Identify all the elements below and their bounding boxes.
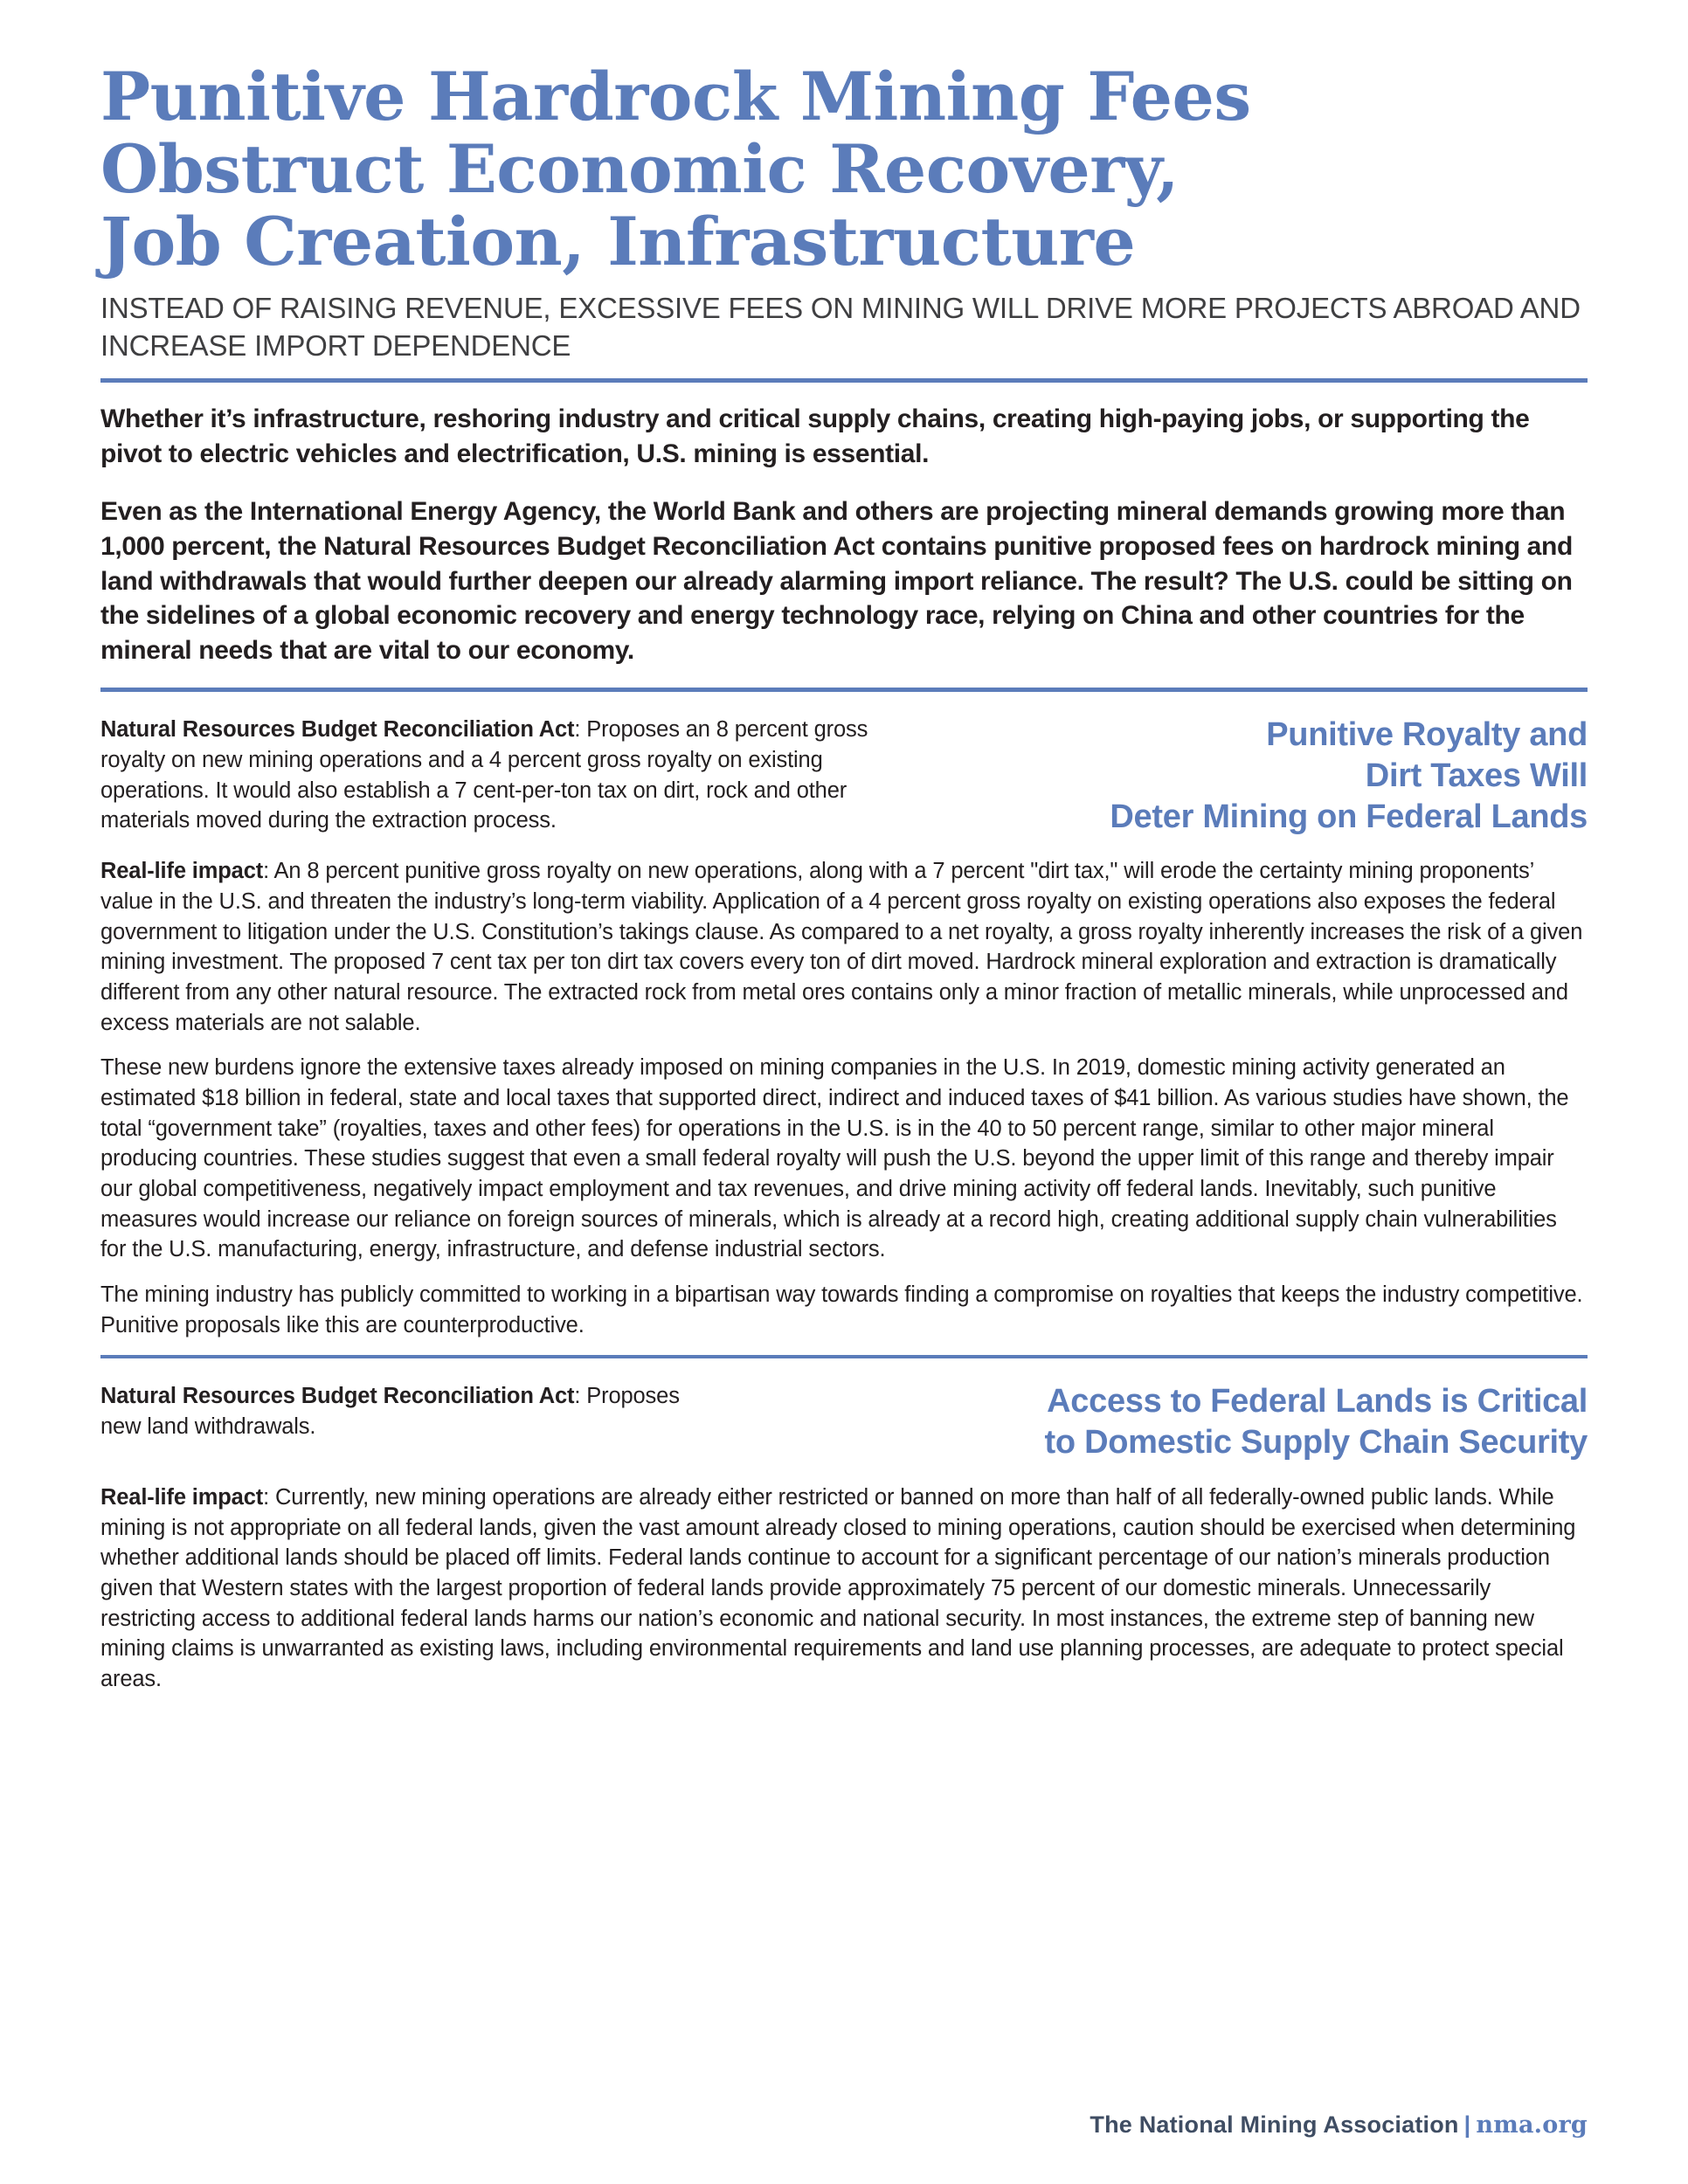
section-1-body — [100, 856, 1588, 1340]
section-1-impact-label: Real-life impact — [100, 859, 264, 884]
footer-organization: The National Mining Association — [1090, 2111, 1459, 2138]
lead-paragraph-2: Even as the International Energy Agency, the World Bank and others are projecting mineral demands growing more than 1,000 percent, the Natural Resources Budget Reconciliation Act contains punitive proposed fees on hardrock mining and land withdrawals that would further deepen our already alarming import reliance. The result? The U.S. could be sitting on the sidelines of a global economic recovery and energy technology race, relying on China and other countries for the mineral needs that are vital to our economy. — [100, 496, 1573, 666]
section-1-heading-line-3: Deter Mining on Federal Lands — [1110, 798, 1588, 835]
section-1-intro-text: : Proposes an 8 percent gross royalty on new mining operations and a 4 percent gross royalty on existing operations. It would also establish a 7 cent-per-ton tax on dirt, rock and other materials moved during the extraction process. — [100, 717, 868, 833]
section-1-intro — [100, 715, 918, 836]
section-2-heading-line-1: Access to Federal Lands is Critical — [1047, 1383, 1588, 1420]
section-1-intro-label: Natural Resources Budget Reconciliation Act — [100, 717, 575, 743]
section-royalty — [100, 715, 1588, 1340]
section-2-intro-label: Natural Resources Budget Reconciliation Act — [100, 1384, 575, 1409]
title-line-2: Obstruct Economic Recovery, — [100, 129, 1180, 208]
section-1-paragraph-2: These new burdens ignore the extensive taxes already imposed on mining companies in the U.S. In 2019, domestic mining activity generated an estimated $18 billion in federal, state and local taxes that supported direct, indirect and induced taxes of $41 billion. As various studies have shown, the total “government take” (royalties, taxes and other fees) for operations in the U.S. is in the 40 to 50 percent range, similar to other major mineral producing countries. These studies suggest that even a small federal royalty will push the U.S. beyond the upper limit of this range and thereby impair our global competitiveness, negatively impact employment and tax revenues, and drive mining activity off federal lands. Inevitably, such punitive measures would increase our reliance on foreign sources of minerals, which is already at a record high, creating additional supply chain vulnerabilities for the U.S. manufacturing, energy, infrastructure, and defense industrial sectors. — [100, 1055, 1569, 1262]
section-1-paragraph-3: The mining industry has publicly committed to working in a bipartisan way towards finding a compromise on royalties that keeps the industry competitive. Punitive proposals like this are counterproductive. — [100, 1282, 1583, 1337]
section-2-impact-label: Real-life impact — [100, 1484, 264, 1510]
section-1-heading-line-1: Punitive Royalty and — [1266, 716, 1588, 754]
section-2-intro — [100, 1381, 725, 1441]
section-1-heading-wrap — [918, 715, 1588, 837]
section-2-body — [100, 1482, 1588, 1695]
section-2-paragraph-1 — [100, 1482, 1588, 1695]
page-subtitle: INSTEAD OF RAISING REVENUE, EXCESSIVE FEES ON MINING WILL DRIVE MORE PROJECTS ABROAD AND INCREASE IMPORT DEPENDENCE — [100, 292, 1581, 362]
section-federal-lands — [100, 1381, 1588, 1694]
footer — [1090, 2111, 1588, 2139]
footer-separator: | — [1463, 2111, 1471, 2138]
divider-top — [100, 378, 1588, 383]
page-title — [100, 58, 1588, 280]
section-1-heading-line-2: Dirt Taxes Will — [1365, 757, 1588, 794]
section-1-impact-text: : An 8 percent punitive gross royalty on new operations, along with a 7 percent "dirt tax," will erode the certainty mining proponents’ value in the U.S. and threaten the industry’s long-term viability. Application of a 4 percent gross royalty on existing operations also exposes the federal government to litigation under the U.S. Constitution’s takings clause. As compared to a net royalty, a gross royalty inherently increases the risk of a given mining investment. The proposed 7 cent tax per ton dirt tax covers every ton of dirt moved. Hardrock mineral exploration and extraction is dramatically different from any other natural resource. The extracted rock from metal ores contains only a minor fraction of metallic minerals, while unprocessed and excess materials are not salable. — [100, 859, 1583, 1035]
section-1-head — [100, 715, 1588, 837]
title-line-1: Punitive Hardrock Mining Fees — [100, 58, 1251, 135]
title-line-3: Job Creation, Infrastructure — [100, 202, 1136, 280]
section-2-head — [100, 1381, 1588, 1462]
section-1-heading — [918, 715, 1588, 837]
lead-paragraph-1: Whether it’s infrastructure, reshoring industry and critical supply chains, creating high-paying jobs, or supporting the pivot to electric vehicles and electrification, U.S. mining is essential. — [100, 404, 1530, 468]
section-2-heading-line-2: to Domestic Supply Chain Security — [1044, 1424, 1588, 1462]
section-2-heading-wrap — [725, 1381, 1588, 1462]
section-2-heading — [725, 1381, 1588, 1462]
section-1-paragraph-1 — [100, 856, 1588, 1038]
divider-section-1 — [100, 688, 1588, 692]
footer-website[interactable]: nma.org — [1476, 2111, 1588, 2139]
divider-section-2 — [100, 1355, 1588, 1358]
section-2-intro-text: : Proposes new land withdrawals. — [100, 1384, 680, 1440]
section-2-impact-text: : Currently, new mining operations are already either restricted or banned on more than half of all federally-owned public lands. While mining is not appropriate on all federal lands, given the vast amount already closed to mining operations, caution should be exercised when determining whether additional lands should be placed off limits. Federal lands continue to account for a significant percentage of our nation’s minerals production given that Western states with the largest proportion of federal lands provide approximately 75 percent of our domestic minerals. Unnecessarily restricting access to additional federal lands harms our nation’s economic and national security. In most instances, the extreme step of banning new mining claims is unwarranted as existing laws, including environmental requirements and land use planning processes, are adequate to protect special areas. — [100, 1484, 1576, 1691]
